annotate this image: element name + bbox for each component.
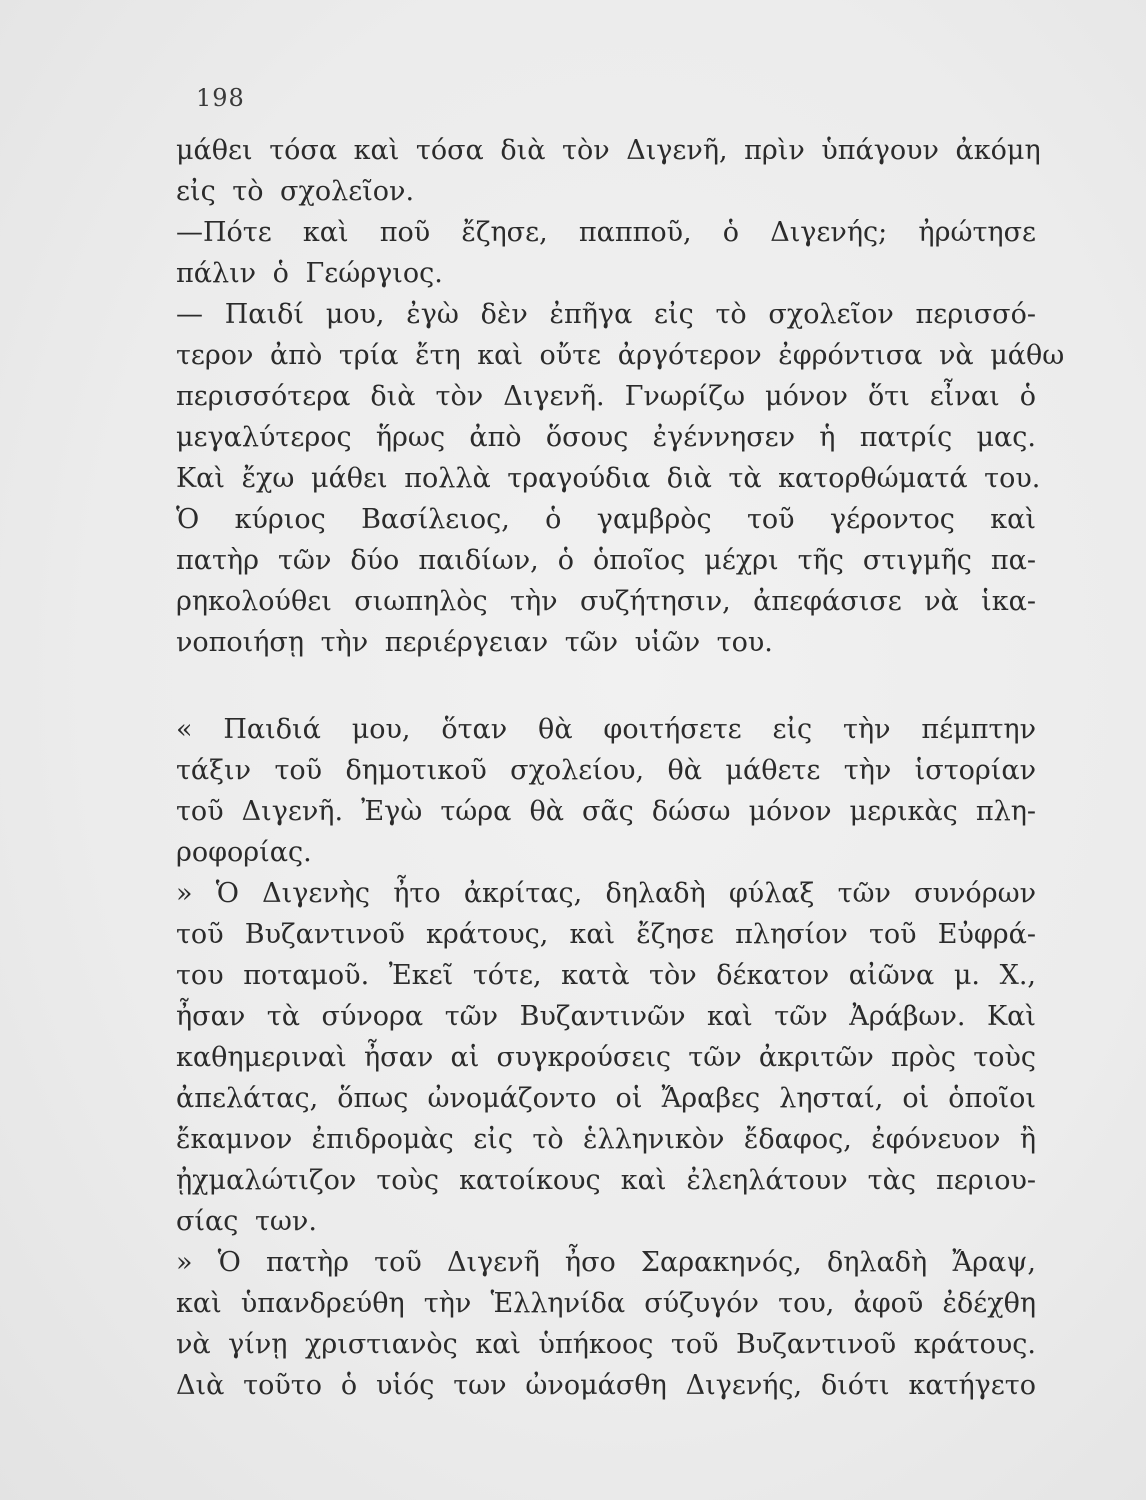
text-line: ροφορίας. [176, 837, 312, 868]
text-line: ρηκολούθει σιωπηλὸς τὴν συζήτησιν, ἀπεφάσισε νὰ ἱκα- [176, 586, 1036, 617]
text-line: σίας των. [176, 1206, 317, 1237]
text-line: εἰς τὸ σχολεῖον. [176, 176, 415, 207]
text-line: ᾐχμαλώτιζον τοὺς κατοίκους καὶ ἐλεηλάτουν τὰς περιου- [176, 1165, 1036, 1196]
text-line: » Ὁ Διγενὴς ἦτο ἀκρίτας, δηλαδὴ φύλαξ τῶν συνόρων [176, 878, 1036, 909]
text-line: περισσότερα διὰ τὸν Διγενῆ. Γνωρίζω μόνον ὅτι εἶναι ὁ [176, 381, 1036, 412]
text-line: μεγαλύτερος ἥρως ἀπὸ ὅσους ἐγέννησεν ἡ πατρίς μας. [176, 422, 1036, 453]
text-line: — Παιδί μου, ἐγὼ δὲν ἐπῆγα εἰς τὸ σχολεῖον περισσό- [176, 299, 1036, 330]
page-text [176, 130, 1065, 1406]
paragraph-block-1 [176, 130, 1065, 663]
text-line: του ποταμοῦ. Ἐκεῖ τότε, κατὰ τὸν δέκατον αἰῶνα μ. Χ., [176, 960, 1036, 991]
text-line: καθημεριναὶ ἦσαν αἱ συγκρούσεις τῶν ἀκριτῶν πρὸς τοὺς [176, 1042, 1036, 1073]
text-line: Διὰ τοῦτο ὁ υἱός των ὠνομάσθη Διγενής, διότι κατήγετο [176, 1370, 1036, 1401]
text-line: τερον ἀπὸ τρία ἔτη καὶ οὔτε ἀργότερον ἐφρόντισα νὰ μάθω [176, 340, 1065, 371]
text-line: πατὴρ τῶν δύο παιδίων, ὁ ὁποῖος μέχρι τῆς στιγμῆς πα- [176, 545, 1036, 576]
text-line: ἔκαμνον ἐπιδρομὰς εἰς τὸ ἑλληνικὸν ἔδαφος, ἐφόνευον ἢ [176, 1124, 1036, 1155]
text-line: πάλιν ὁ Γεώργιος. [176, 258, 443, 289]
text-line: μάθει τόσα καὶ τόσα διὰ τὸν Διγενῆ, πρὶν ὑπάγουν ἀκόμη [176, 135, 1041, 166]
text-line: Ὁ κύριος Βασίλειος, ὁ γαμβρὸς τοῦ γέροντος καὶ [176, 504, 1036, 535]
text-line: —Πότε καὶ ποῦ ἔζησε, παπποῦ, ὁ Διγενής; ἠρώτησε [176, 217, 1036, 248]
text-line: τοῦ Διγενῆ. Ἐγὼ τώρα θὰ σᾶς δώσω μόνον μερικὰς πλη- [176, 796, 1036, 827]
text-line: νὰ γίνῃ χριστιανὸς καὶ ὑπήκοος τοῦ Βυζαντινοῦ κράτους. [176, 1329, 1036, 1360]
section-gap [176, 663, 1036, 709]
text-line: νοποιήσῃ τὴν περιέργειαν τῶν υἱῶν του. [176, 627, 773, 658]
paragraph-block-2 [176, 709, 1036, 1406]
page-number: 198 [196, 84, 245, 112]
text-line: » Ὁ πατὴρ τοῦ Διγενῆ ἦσο Σαρακηνός, δηλαδὴ Ἄραψ, [176, 1247, 1036, 1278]
text-line: τάξιν τοῦ δημοτικοῦ σχολείου, θὰ μάθετε τὴν ἱστορίαν [176, 755, 1036, 786]
text-line: Καὶ ἔχω μάθει πολλὰ τραγούδια διὰ τὰ κατορθώματά του. [176, 463, 1041, 494]
text-line: τοῦ Βυζαντινοῦ κράτους, καὶ ἔζησε πλησίον τοῦ Εὐφρά- [176, 919, 1036, 950]
text-line: ἦσαν τὰ σύνορα τῶν Βυζαντινῶν καὶ τῶν Ἀράβων. Καὶ [176, 1001, 1036, 1032]
text-line: καὶ ὑπανδρεύθη τὴν Ἑλληνίδα σύζυγόν του, ἀφοῦ ἐδέχθη [176, 1288, 1036, 1319]
text-line: « Παιδιά μου, ὅταν θὰ φοιτήσετε εἰς τὴν πέμπτην [176, 714, 1036, 745]
text-line: ἀπελάτας, ὅπως ὠνομάζοντο οἱ Ἄραβες λησταί, οἱ ὁποῖοι [176, 1083, 1036, 1114]
